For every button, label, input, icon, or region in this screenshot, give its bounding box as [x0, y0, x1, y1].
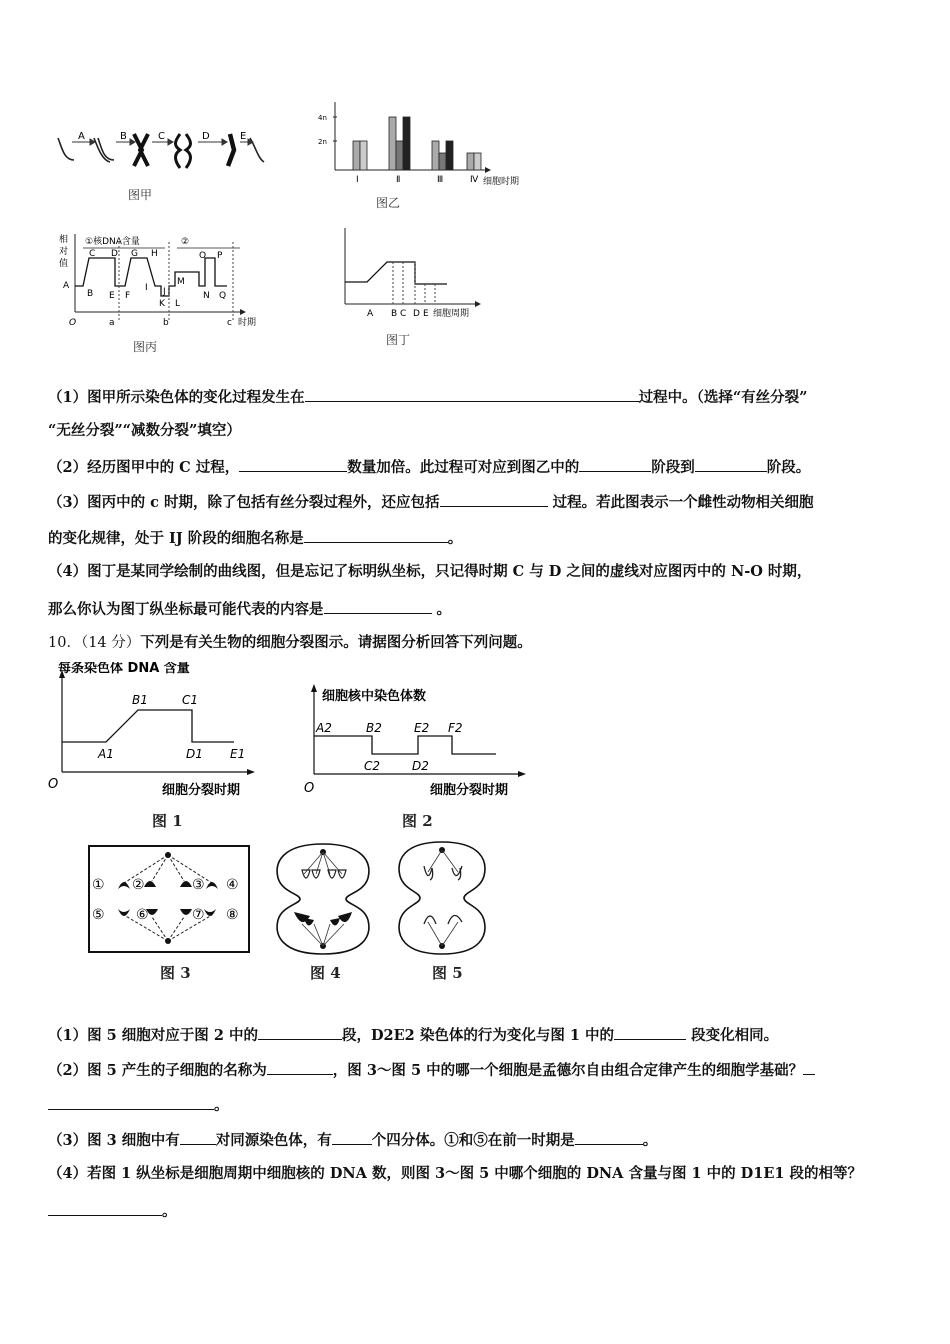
answer-blank-4[interactable] — [695, 456, 767, 472]
bing-x-c: c — [227, 318, 232, 328]
bing-pt-e: E — [109, 291, 115, 301]
q9-line5: 的变化规律，处于 IJ 阶段的细胞名称是 。 — [48, 527, 462, 549]
figure-4-caption: 图 4 — [310, 964, 341, 982]
bing-x-o: O — [69, 318, 77, 328]
fig3-num-6: ⑥ — [136, 907, 149, 923]
fig1-pt-e1: E1 — [230, 747, 246, 761]
fig2-x-title: 细胞分裂时期 — [430, 783, 509, 798]
bing-y-2: 对 — [59, 247, 69, 257]
fig2-pt-e2: E2 — [414, 721, 430, 735]
bing-pt-q: Q — [219, 291, 227, 301]
yi-bar — [474, 153, 481, 170]
jia-label-b: B — [120, 131, 127, 142]
bing-pt-h: H — [151, 249, 158, 259]
q10-line3: 。 — [48, 1094, 229, 1116]
yi-bar — [439, 153, 446, 170]
answer-blank-2[interactable] — [239, 456, 347, 472]
bing-pt-f: F — [125, 291, 131, 301]
yi-tick-4n: 4n — [318, 114, 327, 122]
yi-x-iv: Ⅳ — [470, 175, 479, 185]
jia-label-a: A — [78, 131, 85, 142]
figure-yi-caption: 图乙 — [376, 196, 401, 210]
answer-blank-7[interactable] — [324, 598, 432, 614]
answer-blank-1[interactable] — [305, 386, 639, 402]
bing-y-3: 值 — [59, 259, 69, 269]
yi-x-title: 细胞时期 — [483, 177, 520, 187]
bing-pt-p: P — [217, 251, 223, 261]
bing-pt-g: G — [131, 249, 138, 259]
q9-line6: （4）图丁是某同学绘制的曲线图，但是忘记了标明纵坐标，只记得时期 C 与 D 之间的虚线对应图丙中的 N-O 时期， — [48, 563, 812, 580]
fig2-origin: O — [304, 781, 315, 796]
bing-pt-i: I — [145, 283, 148, 293]
figure-ding — [335, 222, 495, 322]
bing-x-b: b — [163, 318, 169, 328]
q10-line6: 。 — [48, 1200, 177, 1222]
figure-3-caption: 图 3 — [160, 964, 191, 982]
yi-bar — [389, 117, 396, 170]
yi-x-iii: Ⅲ — [437, 175, 444, 185]
jia-label-c: C — [158, 131, 165, 142]
figure-1-caption: 图 1 — [152, 812, 183, 830]
yi-bar — [403, 117, 410, 170]
answer-blank-13[interactable] — [332, 1129, 372, 1145]
figure-ding-caption: 图丁 — [386, 333, 411, 347]
bing-pt-m: M — [177, 277, 185, 287]
figure-jia-caption: 图甲 — [128, 188, 153, 202]
yi-bar — [446, 141, 453, 170]
bing-pt-j: J — [163, 287, 166, 297]
bing-pt-c: C — [89, 249, 96, 259]
answer-blank-6[interactable] — [304, 527, 448, 543]
yi-bar — [467, 153, 474, 170]
bing-x-title: 时期 — [238, 318, 257, 328]
figure-bing — [55, 228, 270, 333]
bing-pt-k: K — [159, 299, 165, 309]
q9-line2: “无丝分裂”“减数分裂”填空） — [48, 422, 241, 439]
yi-x-i: Ⅰ — [356, 175, 359, 185]
ding-x-c: C — [400, 309, 407, 319]
jia-label-d: D — [202, 131, 210, 142]
q9-line1: （1）图甲所示染色体的变化过程发生在 过程中。（选择“有丝分裂” — [48, 386, 808, 408]
fig2-pt-d2: D2 — [412, 759, 429, 773]
fig3-num-1: ① — [92, 877, 105, 893]
fig3-num-7: ⑦ — [192, 907, 205, 923]
figure-bing-caption: 图丙 — [133, 340, 158, 354]
bing-section2: ② — [181, 237, 190, 247]
ding-x-d: D — [413, 309, 420, 319]
q10-line1: （1）图 5 细胞对应于图 2 中的 段，D2E2 染色体的行为变化与图 1 中的 段变化相同。 — [48, 1024, 778, 1046]
fig1-pt-b1: B1 — [132, 693, 148, 707]
fig1-pt-a1: A1 — [98, 747, 114, 761]
fig3-num-4: ④ — [226, 877, 239, 893]
yi-bar — [432, 141, 439, 170]
fig2-pt-c2: C2 — [364, 759, 381, 773]
fig3-num-5: ⑤ — [92, 907, 105, 923]
yi-bar — [396, 141, 403, 170]
answer-blank-5[interactable] — [440, 491, 548, 507]
figure-jia — [50, 120, 275, 180]
answer-blank-12[interactable] — [180, 1129, 216, 1145]
fig2-pt-f2: F2 — [448, 721, 463, 735]
bing-pt-b: B — [87, 289, 94, 299]
ding-x-title: 细胞周期 — [433, 309, 470, 319]
fig1-pt-c1: C1 — [182, 693, 199, 707]
q10-header: 10．（14 分）下列是有关生物的细胞分裂图示。请据图分析回答下列问题。 — [48, 634, 532, 651]
figure-1 — [44, 662, 264, 798]
fig3-num-2: ② — [132, 877, 145, 893]
figure-2 — [300, 680, 530, 798]
q10-line5: （4）若图 1 纵坐标是细胞周期中细胞核的 DNA 数，则图 3～图 5 中哪个细胞的 DNA 含量与图 1 中的 D1E1 段的相等？ — [48, 1165, 863, 1182]
figure-3 — [88, 845, 250, 953]
fig3-num-8: ⑧ — [226, 907, 239, 923]
fig2-y-title: 细胞核中染色体数 — [322, 689, 427, 704]
bing-pt-l: L — [175, 299, 181, 309]
bing-pt-o: O — [199, 251, 207, 261]
fig2-pt-a2: A2 — [316, 721, 332, 735]
fig1-pt-d1: D1 — [186, 747, 203, 761]
bing-pt-a: A — [63, 281, 70, 291]
answer-blank-10[interactable] — [267, 1059, 333, 1075]
answer-blank-15[interactable] — [48, 1200, 162, 1216]
ding-x-a: A — [367, 309, 374, 319]
bing-section1: ①核DNA含量 — [85, 237, 140, 247]
answer-blank-11a[interactable] — [803, 1059, 815, 1075]
figure-5 — [390, 838, 495, 958]
q9-line7: 那么你认为图丁纵坐标最可能代表的内容是 。 — [48, 598, 451, 620]
fig1-origin: O — [48, 777, 59, 792]
yi-x-ii: Ⅱ — [396, 175, 401, 185]
figure-yi — [315, 98, 535, 193]
ding-x-e: E — [423, 309, 429, 319]
answer-blank-11b[interactable] — [48, 1094, 214, 1110]
answer-blank-8[interactable] — [258, 1024, 342, 1040]
q9-line4: （3）图丙中的 c 时期，除了包括有丝分裂过程外，还应包括 过程。若此图表示一个雌性动物相关细胞 — [48, 491, 814, 513]
answer-blank-14[interactable] — [575, 1129, 643, 1145]
figure-2-caption: 图 2 — [402, 812, 433, 830]
fig1-y-title: 每条染色体 DNA 含量 — [58, 662, 190, 676]
fig1-x-title: 细胞分裂时期 — [162, 783, 241, 798]
jia-label-e: E — [240, 131, 247, 142]
yi-bar — [353, 141, 360, 170]
q9-line3: （2）经历图甲中的 C 过程， 数量加倍。此过程可对应到图乙中的 阶段到 阶段。 — [48, 456, 810, 478]
bing-pt-n: N — [203, 291, 210, 301]
q10-line2: （2）图 5 产生的子细胞的名称为 ，图 3～图 5 中的哪一个细胞是孟德尔自由组合定律产生的细胞学基础？ — [48, 1059, 815, 1081]
bing-pt-d: D — [111, 249, 118, 259]
figure-4 — [268, 840, 378, 958]
q10-line4: （3）图 3 细胞中有 对同源染色体，有 个四分体。①和⑤在前一时期是 。 — [48, 1129, 657, 1151]
ding-x-b: B — [391, 309, 398, 319]
answer-blank-9[interactable] — [614, 1024, 686, 1040]
yi-bar — [360, 141, 367, 170]
fig2-pt-b2: B2 — [366, 721, 382, 735]
yi-tick-2n: 2n — [318, 138, 327, 146]
fig3-num-3: ③ — [192, 877, 205, 893]
answer-blank-3[interactable] — [579, 456, 651, 472]
bing-x-a: a — [109, 318, 115, 328]
bing-y-1: 相 — [59, 235, 69, 245]
figure-5-caption: 图 5 — [432, 964, 463, 982]
